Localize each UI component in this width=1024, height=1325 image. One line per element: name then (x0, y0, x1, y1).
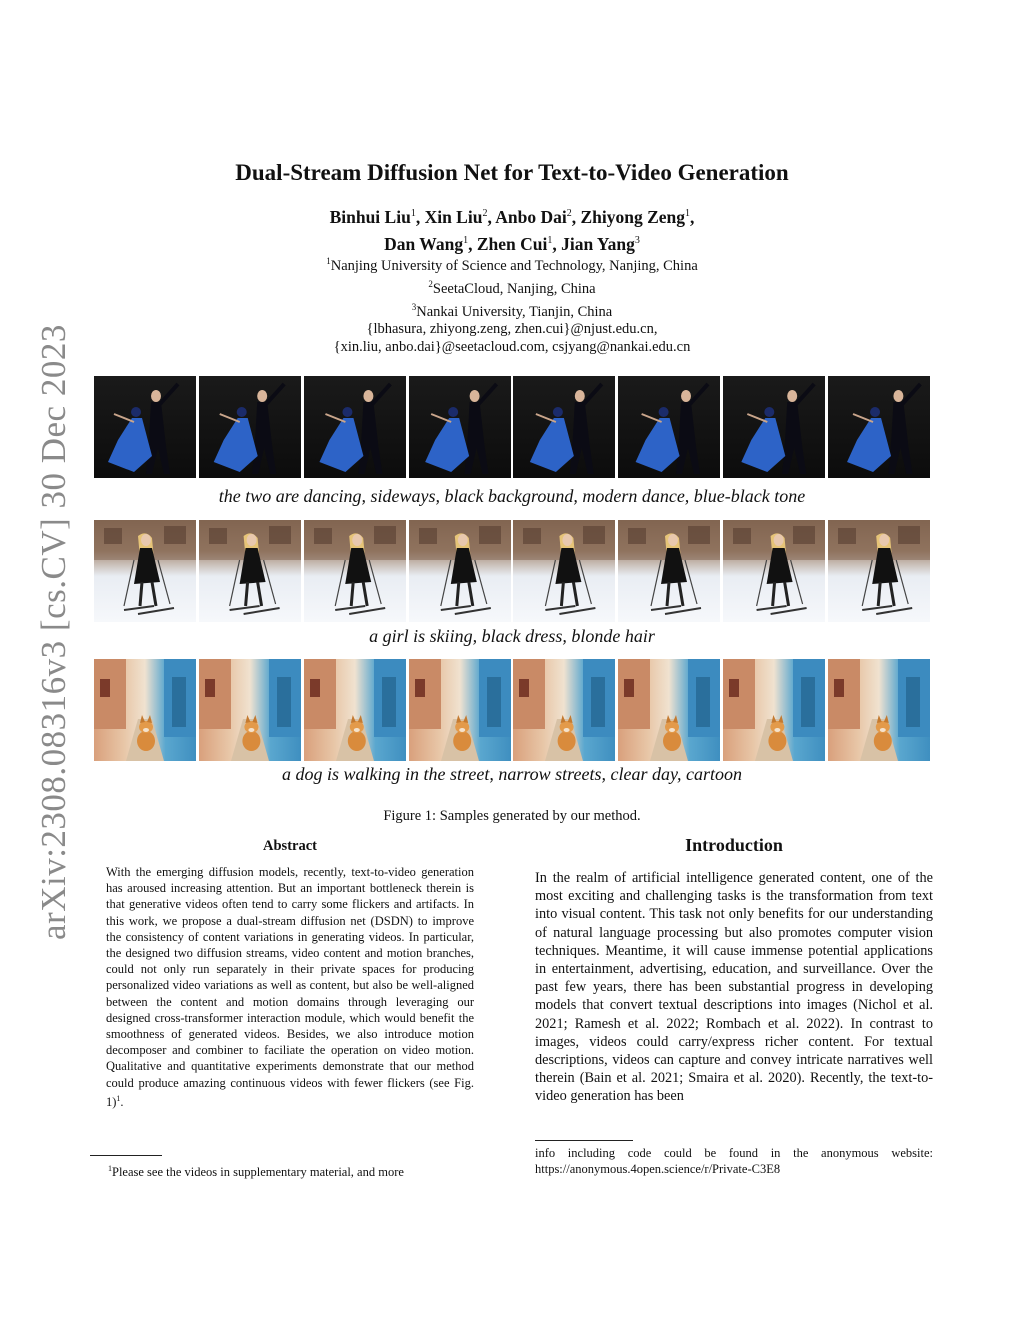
footnote-rule-left (90, 1155, 162, 1156)
author-line-1: Binhui Liu$^1$, Xin Liu$^2$, Anbo Dai$^2$, Zhiyong Zeng$^1$, (329, 206, 695, 227)
introduction-text: In the realm of artificial intelligence generated content, one of the most exciting and challenging tasks is the transformation from text into visual content. This task not only benefits for our understanding of natural language processing but also promotes computer vision techniques. Meantime, it will cause immense potential applications in entertainment, advertising, education, and surveillance. Over the past few years, there has been substantial progress in developing models that convert textual descriptions into images (Nichol et al. 2021; Ramesh et al. 2022; Rombach et al. 2022). In contrast to images, videos could carry/express richer content. For textual descriptions, videos can capture and convey intricate narratives well therein (Bain et al. 2021; Smaira et al. 2020). Recently, the text-to-video generation has been (535, 870, 933, 1105)
footnote-left: $^1$Please see the videos in supplementary material, and more (108, 1164, 404, 1180)
author-name: Dan Wang (384, 233, 464, 254)
dance-video-frame (94, 376, 196, 478)
email-line-1: {lbhasura, zhiyong.zeng, zhen.cui}@njust.edu.cn, (366, 321, 658, 338)
author-name: Anbo Dai (495, 206, 567, 227)
ski-video-frame (199, 520, 301, 622)
dance-video-frame (304, 376, 406, 478)
figure-row-caption-dog: a dog is walking in the street, narrow streets, clear day, cartoon (282, 764, 742, 784)
author-affiliation-marker: 1 (410, 208, 416, 219)
ski-video-frame (618, 520, 720, 622)
footnote-marker[interactable]: 1 (116, 1093, 121, 1103)
affiliation-3: $^3$Nankai University, Tianjin, China (411, 301, 613, 320)
affiliations-block (0, 252, 1024, 356)
introduction-heading: Introduction (685, 835, 783, 855)
author-name: Jian Yang (561, 233, 635, 254)
ski-video-frame (304, 520, 406, 622)
email-line-2: {xin.liu, anbo.dai}@seetacloud.com, csjyang@nankai.edu.cn (333, 339, 691, 356)
dance-video-frame (618, 376, 720, 478)
figure-row-ski (94, 520, 930, 622)
figure-caption: Figure 1: Samples generated by our method. (383, 808, 641, 824)
ski-video-frame (828, 520, 930, 622)
ski-video-frame (513, 520, 615, 622)
author-name: Binhui Liu (329, 206, 411, 227)
ski-video-frame (409, 520, 511, 622)
abstract-text: With the emerging diffusion models, recently, text-to-video generation has aroused increasing attention. But an important bottleneck therein is that generative videos often tend to carry some flickers and artifacts. In this work, we propose a dual-stream diffusion net (DSDN) to improve the consistency of content variations in generating videos. In particular, the designed two diffusion streams, video content and motion branches, could not only run separately in their private spaces for producing personalized video variations as well as content, but also be well-aligned between the content and motion domains through leveraging our designed cross-transformer interaction module, which would benefit the smoothness of generated videos. Besides, we also introduce motion decomposer and combiner to faciliate the operation on video motion. Qualitative and quantitative experiments demonstrate that our method could produce amazing continuous videos with fewer flickers (see Fig. 1)$^1$. (106, 865, 474, 1109)
author-affiliation-marker: 1 (547, 234, 553, 246)
dance-video-frame (199, 376, 301, 478)
footnote-rule-right (535, 1140, 633, 1141)
dog-video-frame (723, 659, 825, 761)
figure-row-dance (94, 376, 930, 478)
abstract-heading: Abstract (263, 838, 317, 854)
author-affiliation-marker: 3 (634, 234, 640, 246)
author-name: Xin Liu (424, 206, 483, 227)
dog-video-frame (618, 659, 720, 761)
dog-video-frame (409, 659, 511, 761)
author-line-2: Dan Wang$^1$, Zhen Cui$^1$, Jian Yang$^3$ (384, 233, 640, 254)
author-affiliation-marker: 2 (566, 208, 572, 219)
ski-video-frame (94, 520, 196, 622)
figure-row-dog (94, 659, 930, 761)
ski-video-frame (723, 520, 825, 622)
dance-video-frame (828, 376, 930, 478)
author-name: Zhen Cui (476, 233, 548, 254)
affiliation-2: $^2$SeetaCloud, Nanjing, China (428, 278, 596, 297)
author-affiliation-marker: 1 (463, 234, 469, 246)
figure-row-caption-ski: a girl is skiing, black dress, blonde hair (369, 626, 655, 646)
author-affiliation-marker: 2 (482, 208, 488, 219)
figure-row-caption-dance: the two are dancing, sideways, black background, modern dance, blue-black tone (218, 486, 806, 506)
author-affiliation-marker: 1 (685, 208, 691, 219)
paper-title: Dual-Stream Diffusion Net for Text-to-Video Generation (235, 160, 789, 185)
arxiv-identifier-stamp: arXiv:2308.08316v3 [cs.CV] 30 Dec 2023 (34, 324, 73, 940)
affiliation-1: $^1$Nanjing University of Science and Technology, Nanjing, China (326, 256, 698, 274)
author-name: Zhiyong Zeng (580, 206, 686, 227)
dog-video-frame (94, 659, 196, 761)
dog-video-frame (304, 659, 406, 761)
dog-video-frame (828, 659, 930, 761)
dance-video-frame (409, 376, 511, 478)
dog-video-frame (513, 659, 615, 761)
dance-video-frame (513, 376, 615, 478)
dog-video-frame (199, 659, 301, 761)
author-list (0, 202, 1024, 256)
footnote-right: info including code could be found in the anonymous website: https://anonymous.4open.science/r/Private-C3E8 (535, 1146, 933, 1176)
dance-video-frame (723, 376, 825, 478)
